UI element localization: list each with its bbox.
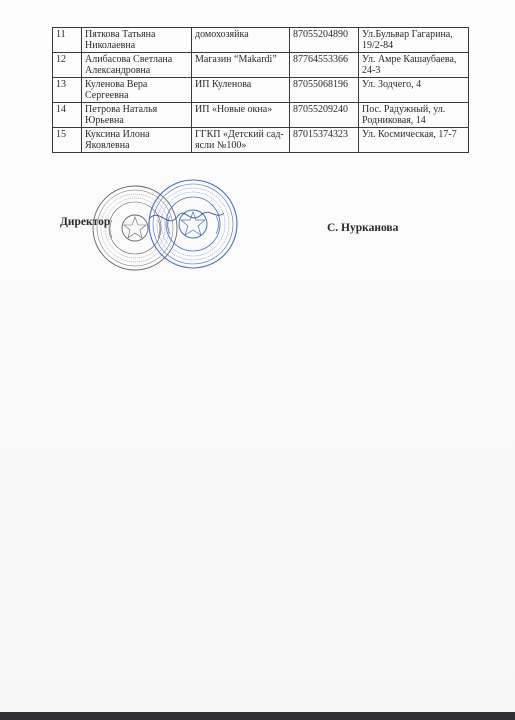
workplace: ИП Куленова: [192, 78, 290, 103]
person-name: Куленова Вера Сергеевна: [82, 78, 192, 103]
table-row: [53, 78, 469, 103]
person-name: Алибасова Светлана Александровна: [82, 53, 192, 78]
official-seals: [90, 180, 250, 280]
table-row: [53, 53, 469, 78]
director-name: С. Нурканова: [327, 222, 399, 234]
person-name: Куксина Илона Яковлевна: [82, 128, 192, 153]
address: Ул.Бульвар Гагарина, 19/2-84: [359, 28, 469, 53]
person-name: Петрова Наталья Юрьевна: [82, 103, 192, 128]
scan-edge: [0, 712, 515, 720]
blue-seal-icon: [149, 180, 237, 268]
director-label: Директор: [60, 216, 111, 228]
phone-number: 87015374323: [290, 128, 359, 153]
phone-number: 87055204890: [290, 28, 359, 53]
row-number: 13: [53, 78, 82, 103]
table-row: [53, 128, 469, 153]
row-number: 14: [53, 103, 82, 128]
phone-number: 87055209240: [290, 103, 359, 128]
address: Ул. Амре Кашаубаева, 24-3: [359, 53, 469, 78]
row-number: 11: [53, 28, 82, 53]
table-row: [53, 103, 469, 128]
workplace: ГГКП «Детский сад-ясли №100»: [192, 128, 290, 153]
person-name: Пяткова Татьяна Николаевна: [82, 28, 192, 53]
table-row: [53, 28, 469, 53]
workplace: Магазин “Makardi”: [192, 53, 290, 78]
phone-number: 87764553366: [290, 53, 359, 78]
workplace: ИП «Новые окна»: [192, 103, 290, 128]
contacts-table: [52, 27, 469, 153]
row-number: 12: [53, 53, 82, 78]
phone-number: 87055068196: [290, 78, 359, 103]
row-number: 15: [53, 128, 82, 153]
workplace: домохозяйка: [192, 28, 290, 53]
address: Пос. Радужный, ул. Родниковая, 14: [359, 103, 469, 128]
address: Ул. Зодчего, 4: [359, 78, 469, 103]
address: Ул. Космическая, 17-7: [359, 128, 469, 153]
